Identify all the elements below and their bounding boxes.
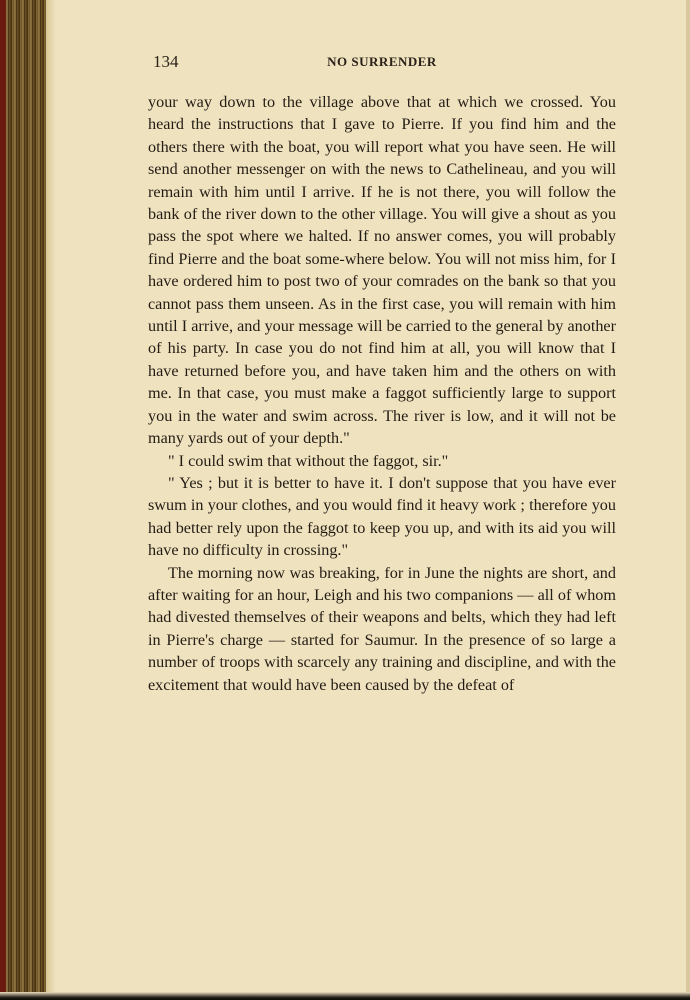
page-header (148, 52, 616, 74)
book-spine-edge (0, 0, 6, 1000)
paragraph: " I could swim that without the faggot, sir." (168, 451, 449, 470)
paragraph: The morning now was breaking, for in June the nights are short, and after waiting for an hour, Leigh and his two companions — all of whom had divested themselves of their weapons and belts, which they had left in Pierre's charge — started for Saumur. In the presence of so large a number of troops with scarcely any training and discipline, and with the excitement that would have been caused by the defeat of (148, 563, 616, 694)
body-text (148, 91, 616, 696)
paragraph: " Yes ; but it is better to have it. I don't suppose that you have ever swum in your clothes, and you would find it heavy work ; therefore you had better rely upon the faggot to keep you up, and with its aid you will have no difficulty in crossing." (148, 473, 616, 560)
page-bottom-edge (0, 992, 690, 1000)
running-title: NO SURRENDER (327, 54, 437, 69)
page-number: 134 (153, 52, 179, 71)
paragraph: your way down to the village above that at which we crossed. You heard the instructions that I gave to Pierre. If you find him and the others there with the boat, you will report what you have seen. He will send another messenger on with the news to Cathelineau, and you will remain with him until I arrive. If he is not there, you will follow the bank of the river down to the other village. You will give a shout as you pass the spot where we halted. If no answer comes, you will probably find Pierre and the boat some-where below. You will not miss him, for I have ordered him to post two of your comrades on the bank so that you cannot pass them unseen. As in the first case, you will remain with him until I arrive, and your message will be carried to the general by another of his party. In case you do not find him at all, you will know that I have returned before you, and have taken him and the others on with me. In that case, you must make a faggot sufficiently large to support you in the water and swim across. The river is low, and it will not be many yards out of your depth." (148, 93, 616, 448)
page-right-edge (686, 0, 690, 1000)
gutter-shadow (46, 0, 56, 1000)
book-page (148, 52, 616, 696)
book-spine-binding (0, 0, 46, 1000)
